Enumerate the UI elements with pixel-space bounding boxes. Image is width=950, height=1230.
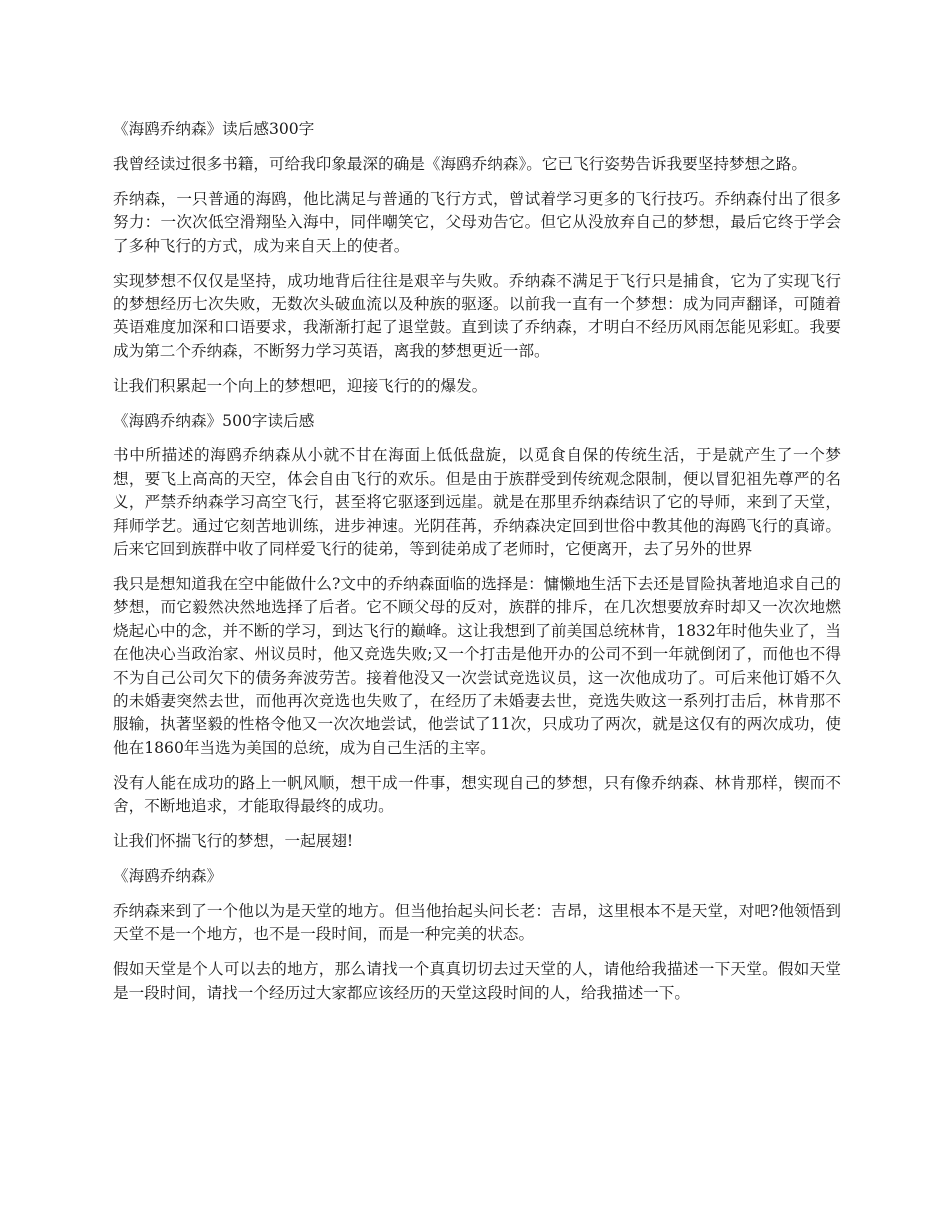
paragraph: 实现梦想不仅仅是坚持，成功地背后往往是艰辛与失败。乔纳森不满足于飞行只是捕食，它为了实现飞行的梦想经历七次失败，无数次头破血流以及种族的驱逐。以前我一直有一个梦想：成为同声翻译，可随着英语难度加深和口语要求，我渐渐打起了退堂鼓。直到读了乔纳森，才明白不经历风雨怎能见彩虹。我要成为第二个乔纳森，不断努力学习英语，离我的梦想更近一部。 <box>113 271 841 360</box>
paragraph: 让我们积累起一个向上的梦想吧，迎接飞行的的爆发。 <box>113 376 488 395</box>
paragraph: 假如天堂是个人可以去的地方，那么请找一个真真切切去过天堂的人，请他给我描述一下天堂。假如天堂是一段时间，请找一个经历过大家都应该经历的天堂这段时间的人，给我描述一下。 <box>113 960 841 1002</box>
paragraph: 书中所描述的海鸥乔纳森从小就不甘在海面上低低盘旋，以觅食自保的传统生活，于是就产生了一个梦想，要飞上高高的天空，体会自由飞行的欢乐。但是由于族群受到传统观念限制，便以冒犯祖先尊严的名义，严禁乔纳森学习高空飞行，甚至将它驱逐到远崖。就是在那里乔纳森结识了它的导师，来到了天堂，拜师学艺。通过它刻苦地训练，进步神速。光阴荏苒，乔纳森决定回到世俗中教其他的海鸥飞行的真谛。后来它回到族群中收了同样爱飞行的徒弟，等到徒弟成了老师时，它便离开，去了另外的世界 <box>113 446 841 559</box>
paragraph: 乔纳森，一只普通的海鸥，他比满足与普通的飞行方式，曾试着学习更多的飞行技巧。乔纳森付出了很多努力：一次次低空滑翔坠入海中，同伴嘲笑它，父母劝告它。但它从没放弃自己的梦想，最后它终于学会了多种飞行的方式，成为来自天上的使者。 <box>113 189 841 255</box>
paragraph: 我曾经读过很多书籍，可给我印象最深的确是《海鸥乔纳森》。它已飞行姿势告诉我要坚持梦想之路。 <box>113 154 807 173</box>
paragraph: 我只是想知道我在空中能做什么?文中的乔纳森面临的选择是：慵懒地生活下去还是冒险执著地追求自己的梦想，而它毅然决然地选择了后者。它不顾父母的反对，族群的排斥，在几次想要放弃时却又一次次地燃烧起心中的念，并不断的学习，到达飞行的巅峰。这让我想到了前美国总统林肯，1832年时他失业了，当在他决心当政治家、州议员时，他又竞选失败;又一个打击是他开办的公司不到一年就倒闭了，而他也不得不为自己公司欠下的债务奔波劳苦。接着他没又一次尝试竞选议员，这一次他成功了。可后来他订婚不久的未婚妻突然去世，而他再次竞选也失败了，在经历了未婚妻去世，竞选失败这一系列打击后，林肯那不服输，执著坚毅的性格令他又一次次地尝试，他尝试了11次，只成功了两次，就是这仅有的两次成功，使他在1860年当选为美国的总统，成为自己生活的主宰。 <box>113 575 841 757</box>
section-title: 《海鸥乔纳森》500字读后感 <box>113 411 315 430</box>
section-title: 《海鸥乔纳森》读后感300字 <box>113 120 315 138</box>
document-page <box>113 118 841 1017</box>
paragraph: 没有人能在成功的路上一帆风顺，想干成一件事，想实现自己的梦想，只有像乔纳森、林肯那样，锲而不舍，不断地追求，才能取得最终的成功。 <box>113 773 841 816</box>
paragraph: 乔纳森来到了一个他以为是天堂的地方。但当他抬起头问长老：吉昂，这里根本不是天堂，对吧?他领悟到天堂不是一个地方，也不是一段时间，而是一种完美的状态。 <box>113 901 841 944</box>
paragraph: 让我们怀揣飞行的梦想，一起展翅! <box>113 832 354 851</box>
section-title: 《海鸥乔纳森》 <box>113 866 223 885</box>
